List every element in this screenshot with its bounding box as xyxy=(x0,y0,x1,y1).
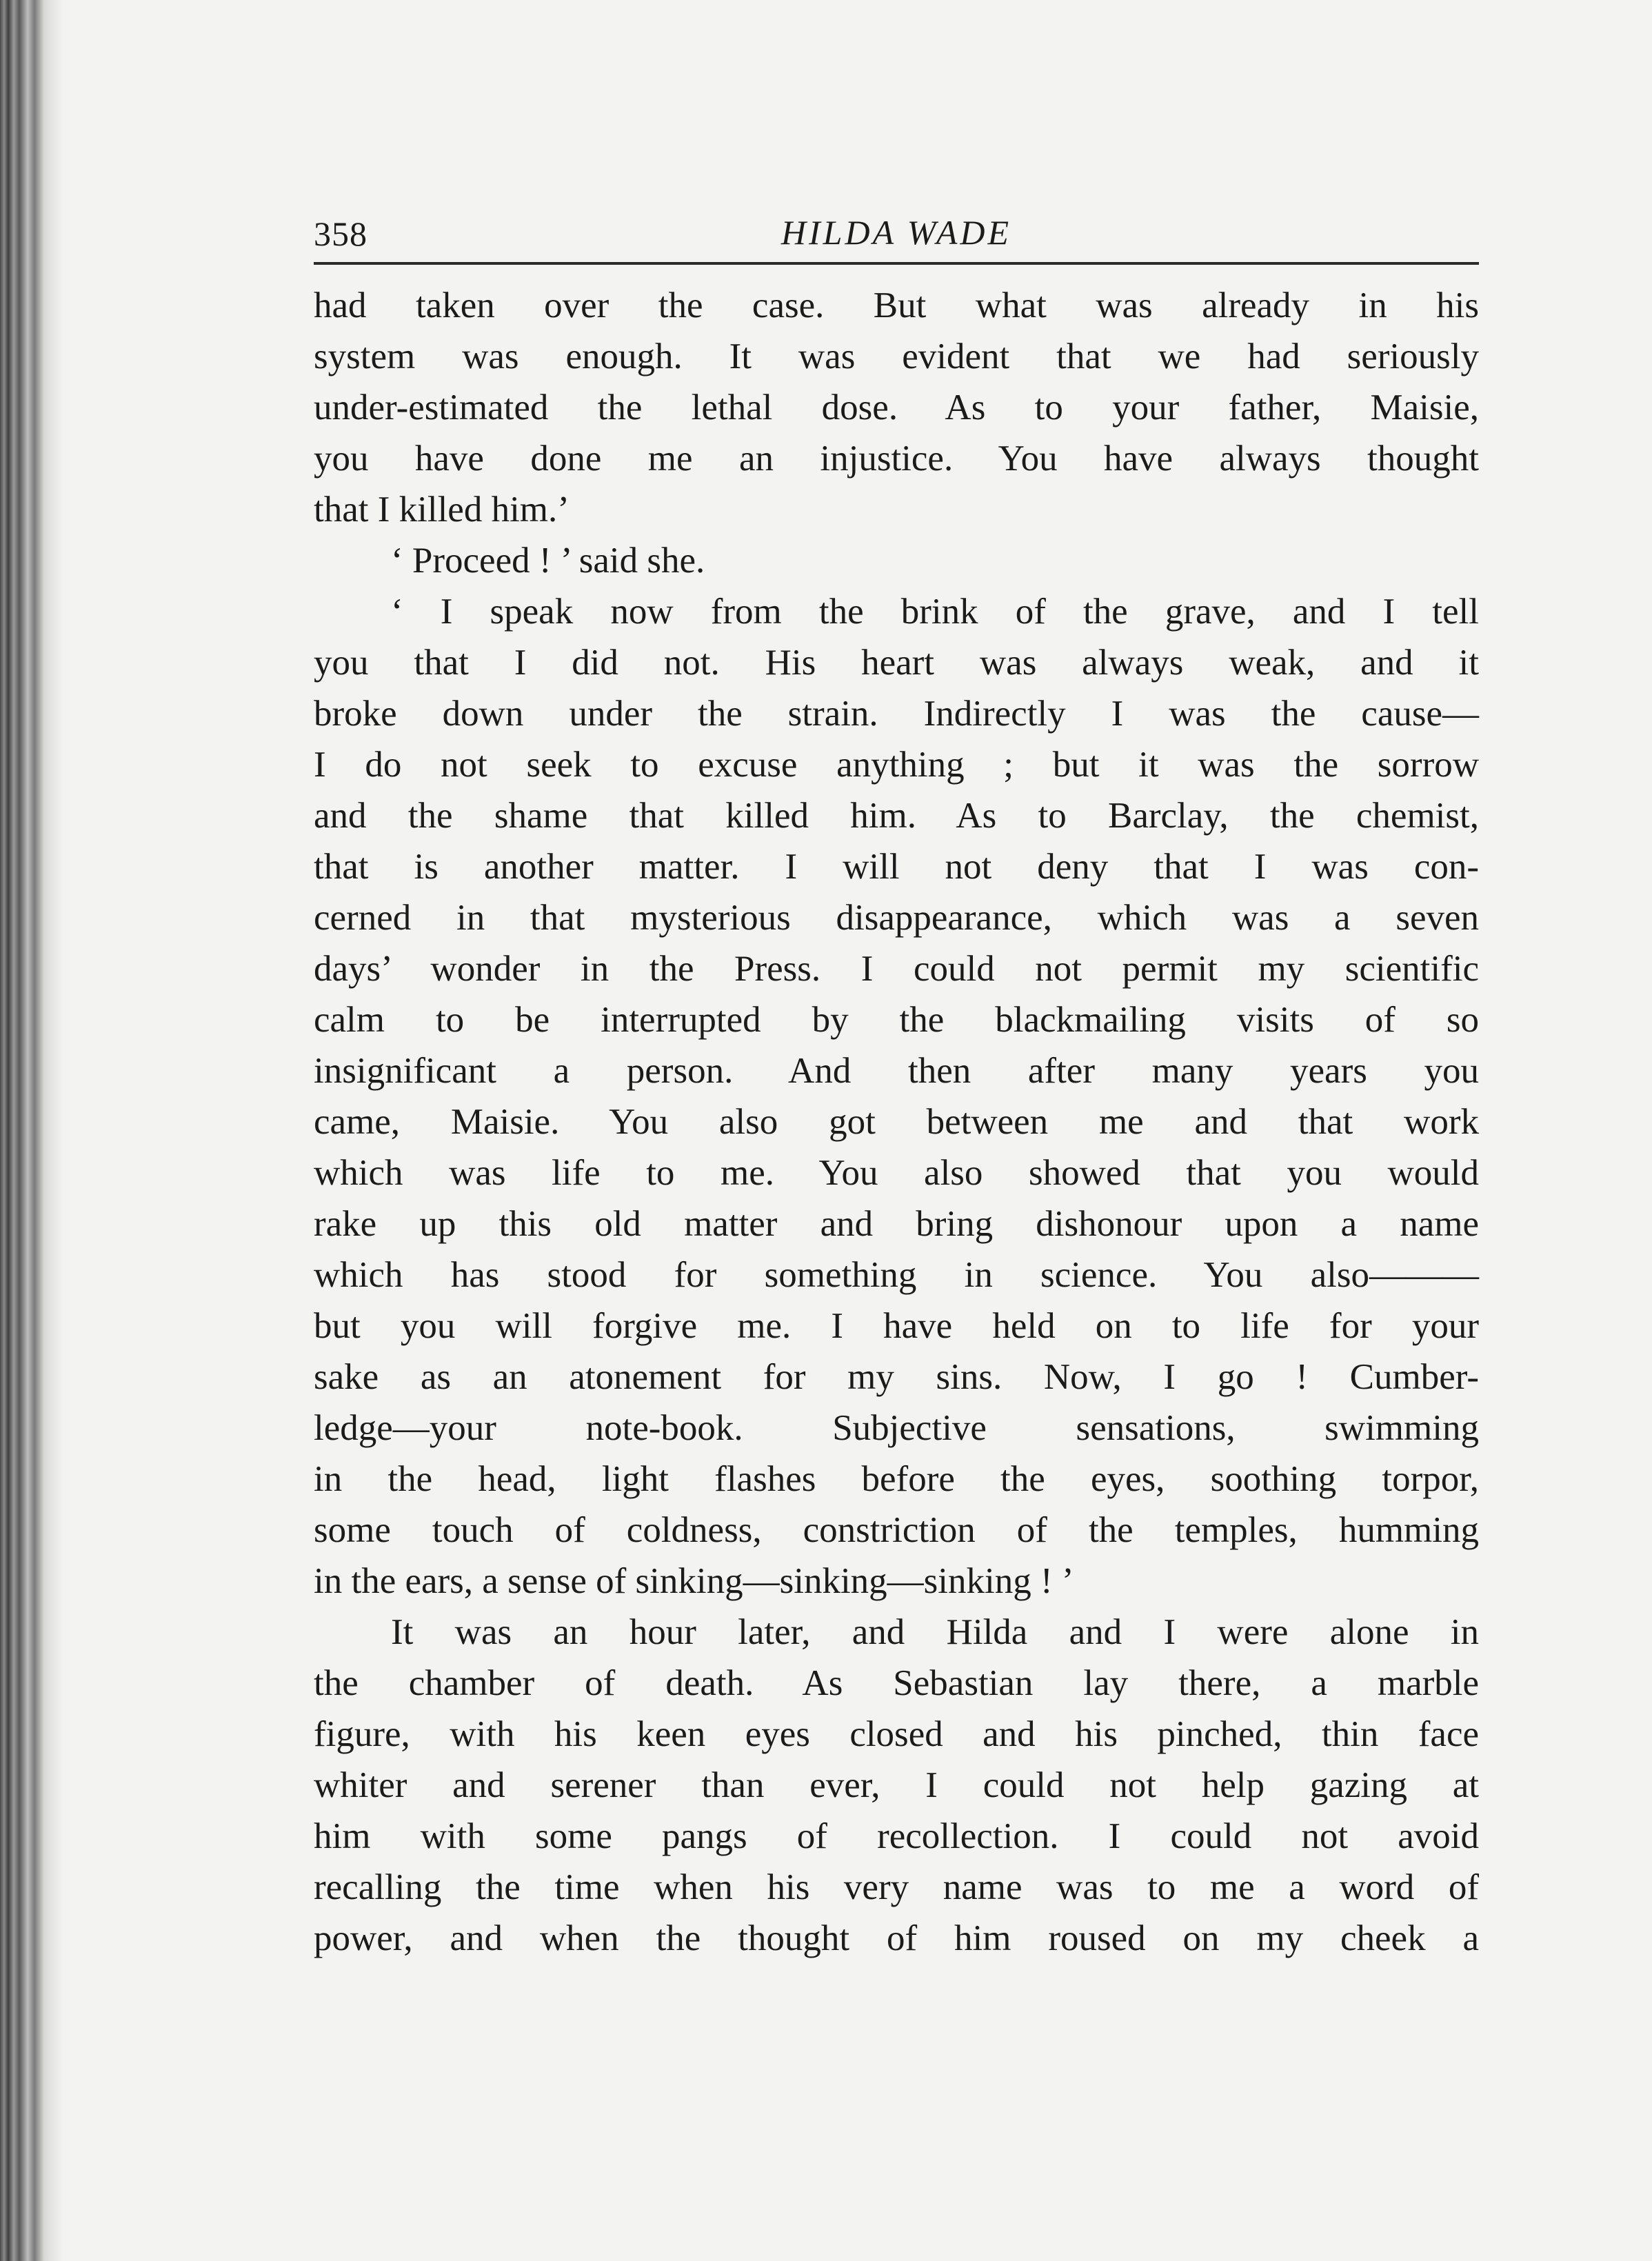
text-line: you have done me an injustice. You have always thought xyxy=(314,439,1479,479)
text-line: calm to be interrupted by the blackmailing visits of so xyxy=(314,1000,1479,1040)
body-text xyxy=(314,280,1479,1964)
text-line: whiter and serener than ever, I could not help gazing at xyxy=(314,1765,1479,1805)
text-line: sake as an atonement for my sins. Now, I go ! Cumber- xyxy=(314,1357,1479,1397)
text-line: some touch of coldness, constriction of the temples, humming xyxy=(314,1510,1479,1550)
text-line: but you will forgive me. I have held on to life for your xyxy=(314,1306,1479,1346)
text-line: which was life to me. You also showed that you would xyxy=(314,1153,1479,1193)
running-title: HILDA WADE xyxy=(780,213,1012,252)
text-line: recalling the time when his very name was to me a word of xyxy=(314,1867,1479,1907)
text-line: system was enough. It was evident that we had seriously xyxy=(314,336,1479,376)
text-line: had taken over the case. But what was already in his xyxy=(314,285,1479,325)
page-number: 358 xyxy=(314,214,367,253)
text-line: ‘ I speak now from the brink of the grave, and I tell xyxy=(391,592,1479,632)
text-line: came, Maisie. You also got between me and that work xyxy=(314,1102,1479,1142)
text-line: in the head, light flashes before the eyes, soothing torpor, xyxy=(314,1459,1479,1499)
text-line: which has stood for something in science. You also——— xyxy=(314,1255,1479,1295)
text-line: ‘ Proceed ! ’ said she. xyxy=(391,541,705,581)
text-line: you that I did not. His heart was always weak, and it xyxy=(314,643,1479,683)
text-line: the chamber of death. As Sebastian lay there, a marble xyxy=(314,1663,1479,1703)
text-line: cerned in that mysterious disappearance, which was a seven xyxy=(314,898,1479,938)
text-line: that is another matter. I will not deny that I was con- xyxy=(314,847,1479,887)
text-line: in the ears, a sense of sinking—sinking—sinking ! ’ xyxy=(314,1561,1074,1601)
page-header xyxy=(314,207,1479,265)
text-line: that I killed him.’ xyxy=(314,490,570,530)
text-line: him with some pangs of recollection. I could not avoid xyxy=(314,1816,1479,1856)
text-line: insignificant a person. And then after many years you xyxy=(314,1051,1479,1091)
text-line: ledge—your note-book. Subjective sensations, swimming xyxy=(314,1408,1479,1448)
text-line: It was an hour later, and Hilda and I were alone in xyxy=(391,1612,1479,1652)
text-line: rake up this old matter and bring dishonour upon a name xyxy=(314,1204,1479,1244)
text-line: figure, with his keen eyes closed and his pinched, thin face xyxy=(314,1714,1479,1754)
text-line: under-estimated the lethal dose. As to your father, Maisie, xyxy=(314,388,1479,428)
text-line: days’ wonder in the Press. I could not permit my scientific xyxy=(314,949,1479,989)
text-line: and the shame that killed him. As to Barclay, the chemist, xyxy=(314,796,1479,836)
book-binding-edge xyxy=(0,0,63,2261)
text-line: broke down under the strain. Indirectly I was the cause— xyxy=(314,694,1479,734)
text-line: power, and when the thought of him roused on my cheek a xyxy=(314,1918,1479,1958)
text-line: I do not seek to excuse anything ; but it was the sorrow xyxy=(314,745,1479,785)
book-page xyxy=(314,207,1479,1964)
